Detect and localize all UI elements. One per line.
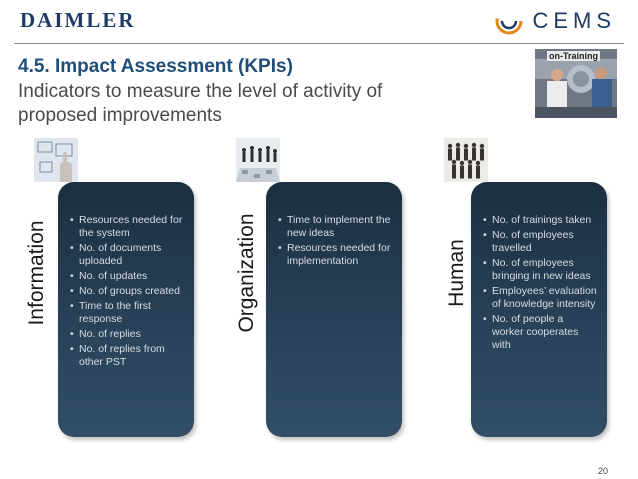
touchscreen-hand-icon	[34, 138, 78, 182]
column-heading-human	[442, 198, 472, 348]
list-item: • No. of employees travelled	[483, 229, 597, 255]
list-item: • Time to the first response	[70, 300, 184, 326]
list-item: • No. of employees bringing in new ideas	[483, 257, 597, 283]
training-banner: on-Training	[549, 51, 598, 61]
list-item: • No. of replies from other PST	[70, 343, 184, 369]
page-number: 20	[597, 466, 608, 476]
group-of-people-icon	[444, 138, 488, 182]
column-heading-information	[22, 198, 52, 348]
people-on-chessboard-icon	[236, 138, 280, 182]
training-photo	[535, 49, 617, 118]
list-item: • Resources needed for implementation	[278, 242, 392, 268]
list-item: • No. of replies	[70, 328, 184, 341]
list-item: • No. of groups created	[70, 285, 184, 298]
list-item: • Time to implement the new ideas	[278, 214, 392, 240]
slide-subtitle: Indicators to measure the level of activity of proposed improvements	[18, 81, 383, 126]
slide-title: 4.5. Impact Assessment (KPIs)	[18, 56, 293, 77]
list-item: • No. of updates	[70, 270, 184, 283]
list-item: • Resources needed for the system	[70, 214, 184, 240]
cems-logo-text: CEMS	[532, 8, 616, 33]
cems-swirl-icon	[492, 4, 526, 38]
column-heading-organization-text: Organization	[235, 213, 258, 333]
list-item: • No. of trainings taken	[483, 214, 597, 227]
column-heading-information-text: Information	[25, 220, 48, 326]
column-heading-human-text: Human	[445, 239, 468, 307]
daimler-logo: DAIMLER	[20, 8, 136, 32]
kpi-card-information	[58, 182, 194, 437]
list-item: • No. of documents uploaded	[70, 242, 184, 268]
list-item: • Employees’ evaluation of knowledge intensity	[483, 285, 597, 311]
list-item: • No. of people a worker cooperates with	[483, 313, 597, 352]
kpi-card-organization	[266, 182, 402, 437]
kpi-card-human	[471, 182, 607, 437]
cems-logo	[492, 4, 616, 38]
column-heading-organization	[232, 198, 262, 348]
header-divider	[14, 43, 624, 44]
